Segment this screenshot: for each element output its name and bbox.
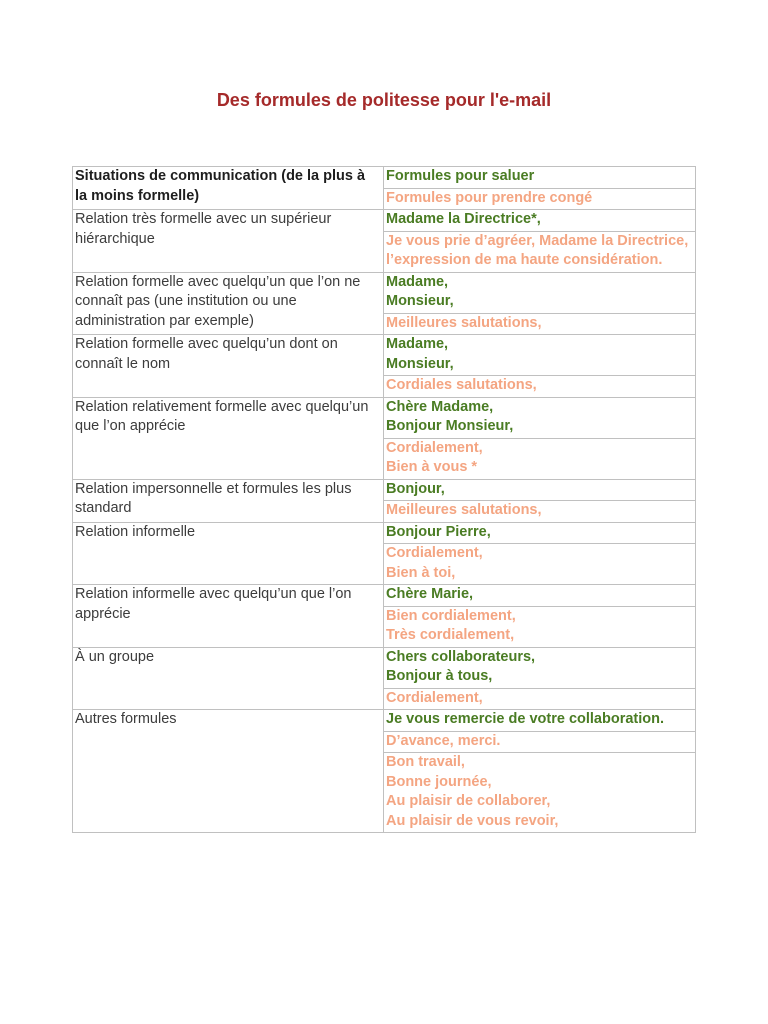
table-row — [73, 335, 696, 376]
closing-cell — [384, 606, 696, 647]
greeting-line: Monsieur, — [386, 293, 454, 309]
closing-cell — [384, 544, 696, 585]
table-row — [73, 522, 696, 544]
closing-line: Bien cordialement, — [386, 607, 516, 624]
greeting-line: Bonjour Pierre, — [386, 523, 491, 540]
closing-line: Bon travail, — [386, 754, 465, 770]
greeting-line: Madame, — [386, 273, 449, 290]
table-row — [73, 479, 696, 501]
table-row — [73, 585, 696, 607]
closing-cell — [384, 688, 696, 710]
situation-cell: Autres formules — [73, 710, 384, 833]
closing-cell — [384, 376, 696, 398]
closing-cell — [384, 231, 696, 272]
greeting-cell — [384, 647, 696, 688]
closing-line: Cordiales salutations, — [386, 377, 537, 393]
situation-cell: Relation relativement formelle avec quelqu’un que l’on apprécie — [73, 397, 384, 479]
closing-line: D’avance, merci. — [386, 732, 501, 749]
header-greeting: Formules pour saluer — [384, 167, 696, 189]
table-row — [73, 710, 696, 732]
closing-line: Très cordialement, — [386, 627, 515, 643]
greeting-cell — [384, 710, 696, 732]
situation-cell: Relation formelle avec quelqu’un que l’on ne connaît pas (une institution ou une administration par exemple) — [73, 272, 384, 335]
closing-line: Meilleures salutations, — [386, 502, 542, 518]
closing-line: Cordialement, — [386, 689, 483, 706]
closing-cell — [384, 313, 696, 335]
table-row — [73, 272, 696, 313]
situation-cell: Relation informelle avec quelqu’un que l’on apprécie — [73, 585, 384, 648]
politeness-table — [72, 166, 696, 833]
greeting-line: Bonjour Monsieur, — [386, 418, 514, 434]
closing-line: Au plaisir de vous revoir, — [386, 812, 559, 829]
situation-cell: À un groupe — [73, 647, 384, 710]
situation-cell: Relation formelle avec quelqu’un dont on connaît le nom — [73, 335, 384, 398]
table-header-row — [73, 167, 696, 189]
table-row — [73, 647, 696, 688]
closing-line: Meilleures salutations, — [386, 314, 542, 331]
table-row — [73, 397, 696, 438]
greeting-cell — [384, 272, 696, 313]
greeting-line: Chère Madame, — [386, 398, 494, 415]
greeting-cell — [384, 335, 696, 376]
greeting-cell — [384, 397, 696, 438]
closing-line: Je vous prie d’agréer, Madame la Directrice, l’expression de ma haute considération. — [386, 232, 689, 268]
closing-cell — [384, 731, 696, 753]
greeting-line: Chère Marie, — [386, 586, 474, 602]
closing-cell — [384, 438, 696, 479]
greeting-cell — [384, 479, 696, 501]
page-title: Des formules de politesse pour l'e-mail — [216, 90, 552, 110]
greeting-line: Madame, — [386, 336, 449, 352]
greeting-line: Bonjour, — [386, 480, 445, 497]
table-body — [73, 167, 696, 833]
greeting-line: Madame la Directrice*, — [386, 211, 541, 227]
situation-cell: Relation informelle — [73, 522, 384, 585]
closing-line: Au plaisir de collaborer, — [386, 793, 551, 809]
greeting-line: Chers collaborateurs, — [386, 648, 536, 665]
situation-cell: Relation impersonnelle et formules les plus standard — [73, 479, 384, 522]
greeting-cell — [384, 210, 696, 232]
situation-cell: Relation très formelle avec un supérieur hiérarchique — [73, 210, 384, 273]
closing-line: Bien à toi, — [386, 564, 456, 581]
header-situation: Situations de communication (de la plus à la moins formelle) — [73, 167, 384, 210]
greeting-cell — [384, 585, 696, 607]
greeting-line: Bonjour à tous, — [386, 668, 493, 684]
closing-line: Bien à vous * — [386, 459, 478, 475]
greeting-line: Monsieur, — [386, 355, 454, 372]
closing-cell — [384, 753, 696, 833]
closing-cell — [384, 501, 696, 523]
closing-line: Bonne journée, — [386, 773, 492, 790]
table-row — [73, 210, 696, 232]
closing-line: Cordialement, — [386, 439, 483, 456]
greeting-cell — [384, 522, 696, 544]
greeting-line: Je vous remercie de votre collaboration. — [386, 711, 665, 727]
header-closing: Formules pour prendre congé — [384, 188, 696, 210]
closing-line: Cordialement, — [386, 545, 483, 561]
